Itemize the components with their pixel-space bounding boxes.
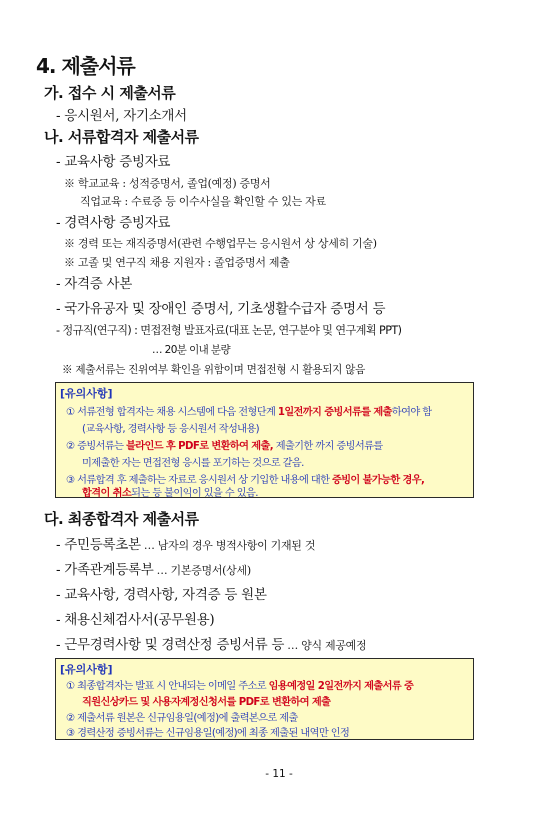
notice-line: 합격이 취소되는 등 불이익이 있을 수 있음. (82, 488, 258, 499)
notice-line: ② 증빙서류는 블라인드 후 PDF로 변환하여 제출, 제출기한 까지 증빙서류를 (66, 441, 383, 452)
note-text: ※ 학교교육 : 성적증명서, 졸업(예정) 증명서 (64, 177, 271, 190)
notice-line: ① 서류전형 합격자는 채용 시스템에 다음 전형단계 1일전까지 증빙서류를 제출하여야 함 (66, 407, 432, 418)
notice-line: 직원신상카드 및 사용자계정신청서를 PDF로 변환하여 제출 (82, 697, 331, 708)
notice-line: ① 최종합격자는 발표 시 안내되는 이메일 주소로 임용예정일 2일전까지 제출서류 중 (66, 681, 414, 692)
list-item: - 응시원서, 자기소개서 (56, 108, 187, 124)
notice-box-1 (55, 382, 474, 498)
footnote: ※ 제출서류는 진위여부 확인을 위함이며 면접전형 시 활용되지 않음 (62, 364, 366, 376)
section-title: 4. 제출서류 (36, 54, 135, 78)
list-item: - 교육사항, 경력사항, 자격증 등 원본 (56, 587, 267, 603)
note-text: … 20분 이내 분량 (152, 344, 230, 356)
subheading-da: 다. 최종합격자 제출서류 (44, 510, 199, 528)
note-text: ※ 경력 또는 재직증명서(관련 수행업무는 응시원서 상 상세히 기술) (64, 237, 377, 250)
note-text: ※ 고졸 및 연구직 채용 지원자 : 졸업증명서 제출 (64, 256, 290, 269)
list-item: - 근무경력사항 및 경력산정 증빙서류 등 … 양식 제공예정 (56, 637, 367, 653)
list-item: - 정규직(연구직) : 면접전형 발표자료(대표 논문, 연구분야 및 연구계획 PPT) (56, 324, 402, 337)
list-item: - 가족관계등록부 … 기본증명서(상세) (56, 562, 251, 578)
list-item: - 교육사항 증빙자료 (56, 154, 171, 170)
notice-title: [유의사항] (60, 387, 113, 400)
notice-title: [유의사항] (60, 663, 113, 676)
page-number: - 11 - (265, 768, 293, 780)
notice-line: 미제출한 자는 면접전형 응시를 포기하는 것으로 갈음. (82, 458, 304, 469)
list-item: - 자격증 사본 (56, 276, 132, 292)
notice-line: ③ 서류합격 후 제출하는 자료로 응시원서 상 기입한 내용에 대한 증빙이 불가능한 경우, (66, 475, 425, 486)
note-text: 직업교육 : 수료증 등 이수사실을 확인할 수 있는 자료 (80, 195, 326, 208)
notice-line: ③ 경력산정 증빙서류는 신규임용일(예정)에 최종 제출된 내역만 인정 (66, 728, 350, 739)
list-item: - 주민등록초본 … 남자의 경우 병적사항이 기재된 것 (56, 537, 316, 553)
list-item: - 경력사항 증빙자료 (56, 215, 171, 231)
subheading-ga: 가. 접수 시 제출서류 (44, 84, 176, 102)
list-item: - 국가유공자 및 장애인 증명서, 기초생활수급자 증명서 등 (56, 301, 386, 317)
notice-line: (교육사항, 경력사항 등 응시원서 작성내용) (82, 424, 260, 435)
notice-box-2 (55, 658, 474, 740)
notice-line: ② 제출서류 원본은 신규임용일(예정)에 출력본으로 제출 (66, 713, 298, 724)
subheading-na: 나. 서류합격자 제출서류 (44, 128, 199, 146)
list-item: - 채용신체검사서(공무원용) (56, 612, 215, 628)
